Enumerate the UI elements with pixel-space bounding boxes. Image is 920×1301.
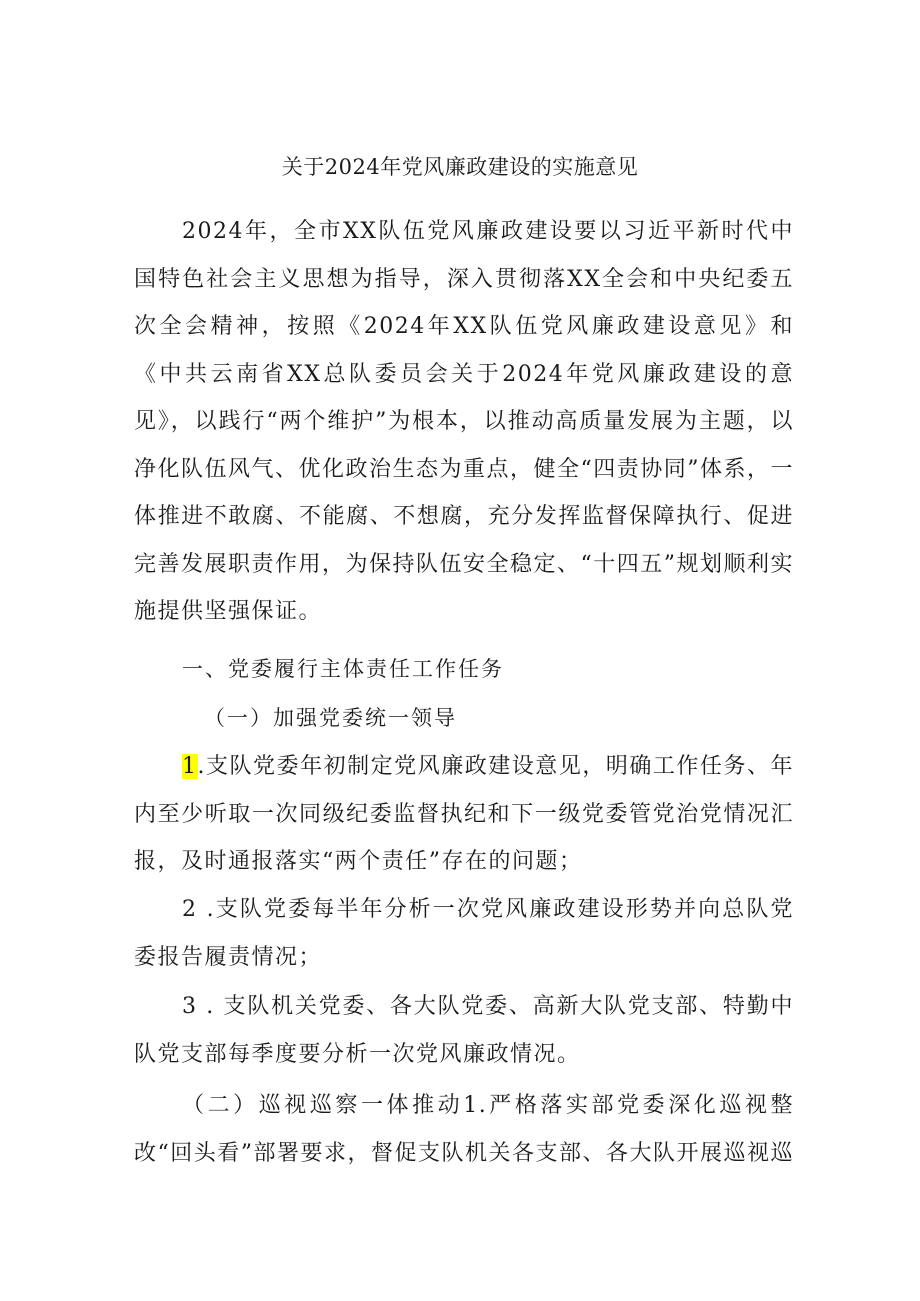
- subsection-paragraph: （二）巡视巡察一体推动1.严格落实部党委深化巡视整改“回头看”部署要求，督促支队机关各支部、各大队开展巡视巡: [134, 1093, 794, 1166]
- intro-paragraph: 2024年，全市XX队伍党风廉政建设要以习近平新时代中国特色社会主义思想为指导，深入贯彻落XX全会和中央纪委五次全会精神，按照《2024年XX队伍党风廉政建设意见》和《中共云南省XX总队委员会关于2024年党风廉政建设的意见》，以践行“两个维护”为根本，以推动高质量发展为主题，以净化队伍风气、优化政治生态为重点，健全“四责协同”体系，一体推进不敢腐、不能腐、不想腐，充分发挥监督保障执行、促进完善发展职责作用，为保持队伍安全稳定、“十四五”规划顺利实施提供坚强保证。: [134, 219, 794, 624]
- section-heading: 一、党委履行主体责任工作任务: [182, 657, 504, 681]
- highlighted-number: 1: [182, 754, 198, 779]
- list-item-1: [134, 743, 794, 886]
- list-item-3: 3 . 支队机关党委、各大队党委、高新大队党支部、特勤中队党支部每季度要分析一次党风廉政情况。: [134, 994, 794, 1067]
- list-item-1-text: .支队党委年初制定党风廉政建设意见，明确工作任务、年内至少听取一次同级纪委监督执纪和下一级党委管党治党情况汇报，及时通报落实“两个责任”存在的问题；: [134, 754, 794, 874]
- document-title: 关于2024年党风廉政建设的实施意见: [281, 155, 639, 179]
- subsection-heading: （一）加强党委统一领导: [204, 706, 457, 730]
- list-item-2: 2 .支队党委每半年分析一次党风廉政建设形势并向总队党委报告履责情况；: [134, 897, 794, 970]
